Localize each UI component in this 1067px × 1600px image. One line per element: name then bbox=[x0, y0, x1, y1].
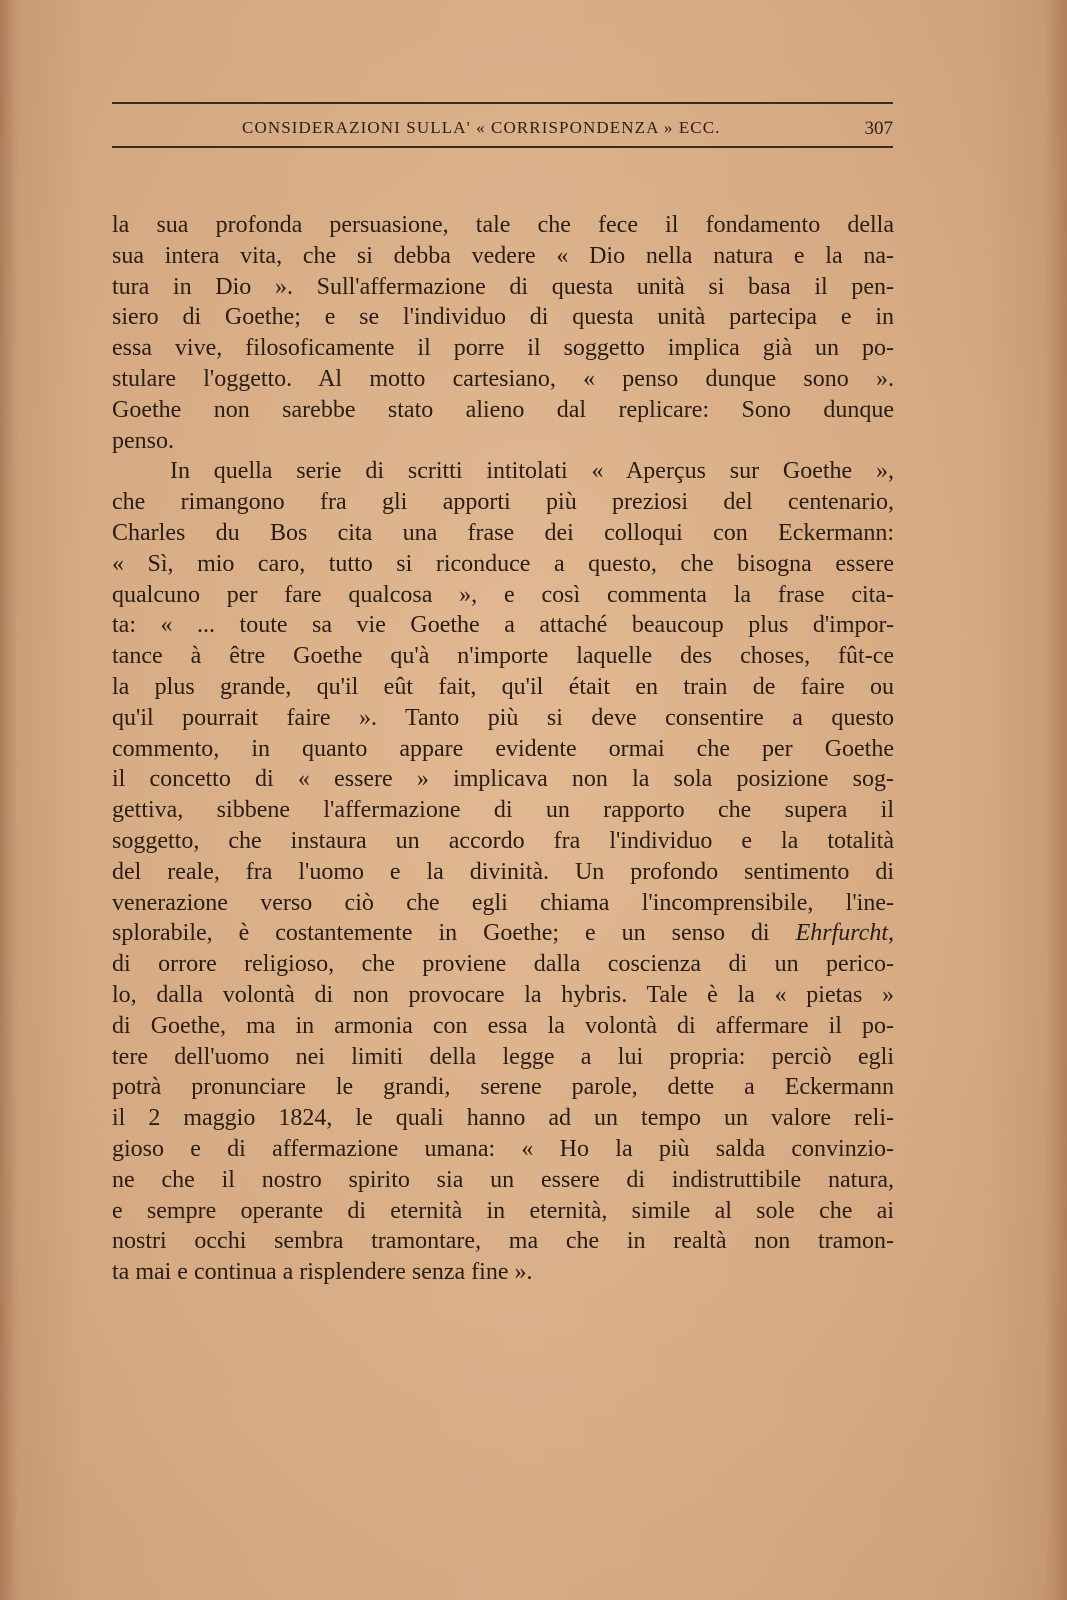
running-head-title: CONSIDERAZIONI SULLA' « CORRISPONDENZA » ECC. bbox=[242, 118, 721, 137]
page-edge-shadow-left bbox=[0, 0, 18, 1600]
text-line: ne che il nostro spirito sia un essere di indistruttibile natura, bbox=[112, 1166, 894, 1193]
paragraph-first-line: In quella serie di scritti intitolati « Aperçus sur Goethe », bbox=[170, 458, 894, 485]
header-rule-bottom bbox=[112, 146, 893, 148]
text-line: lo, dalla volontà di non provocare la hybris. Tale è la « pietas » bbox=[112, 981, 894, 1008]
text-line: la sua profonda persuasione, tale che fece il fondamento della bbox=[112, 212, 894, 238]
text-line: siero di Goethe; e se l'individuo di questa unità partecipa e in bbox=[112, 304, 894, 331]
text-line: che rimangono fra gli apporti più preziosi del centenario, bbox=[112, 489, 894, 516]
text-line: di orrore religioso, che proviene dalla coscienza di un perico- bbox=[112, 951, 894, 978]
body-text bbox=[112, 210, 894, 1288]
text-line: « Sì, mio caro, tutto si riconduce a questo, che bisogna essere bbox=[112, 550, 894, 577]
text-line: il concetto di « essere » implicava non la sola posizione sog- bbox=[112, 766, 894, 793]
header-rule-top bbox=[112, 102, 893, 104]
text-line: del reale, fra l'uomo e la divinità. Un profondo sentimento di bbox=[112, 858, 894, 885]
text-line: essa vive, filosoficamente il porre il soggetto implica già un po- bbox=[112, 335, 894, 362]
text-line-with-emphasis bbox=[112, 918, 894, 949]
text-line: gioso e di affermazione umana: « Ho la più salda convinzio- bbox=[112, 1135, 894, 1162]
text-line: e sempre operante di eternità in eternità, simile al sole che ai bbox=[112, 1197, 894, 1224]
text-line: commento, in quanto appare evidente ormai che per Goethe bbox=[112, 735, 894, 762]
text-line: potrà pronunciare le grandi, serene parole, dette a Eckermann bbox=[112, 1074, 894, 1101]
text-line: soggetto, che instaura un accordo fra l'individuo e la totalità bbox=[112, 827, 894, 854]
text-line: qu'il pourrait faire ». Tanto più si deve consentire a questo bbox=[112, 704, 894, 731]
text-line: di Goethe, ma in armonia con essa la volontà di affermare il po- bbox=[112, 1012, 894, 1039]
text-line: stulare l'oggetto. Al motto cartesiano, « penso dunque sono ». bbox=[112, 365, 894, 392]
text-line: Charles du Bos cita una frase dei colloqui con Eckermann: bbox=[112, 519, 894, 546]
emphasis-word: Ehrfurcht, bbox=[795, 920, 894, 947]
text-line: sua intera vita, che si debba vedere « Dio nella natura e la na- bbox=[112, 242, 894, 269]
text-line: nostri occhi sembra tramontare, ma che in realtà non tramon- bbox=[112, 1228, 894, 1255]
text-line: ta mai e continua a risplendere senza fine ». bbox=[112, 1259, 533, 1286]
text-line: qualcuno per fare qualcosa », e così commenta la frase cita- bbox=[112, 581, 894, 608]
text-line: tura in Dio ». Sull'affermazione di questa unità si basa il pen- bbox=[112, 273, 894, 300]
text-line: Goethe non sarebbe stato alieno dal replicare: Sono dunque bbox=[112, 396, 894, 423]
text-line-start: splorabile, è costantemente in Goethe; e un senso di bbox=[112, 920, 796, 947]
page-edge-shadow-right bbox=[1045, 0, 1067, 1600]
text-line: penso. bbox=[112, 427, 174, 454]
text-line: venerazione verso ciò che egli chiama l'incomprensibile, l'ine- bbox=[112, 889, 894, 916]
text-line: la plus grande, qu'il eût fait, qu'il était en train de faire ou bbox=[112, 673, 894, 700]
text-line: ta: « ... toute sa vie Goethe a attaché beaucoup plus d'impor- bbox=[112, 612, 894, 639]
running-head bbox=[112, 118, 893, 142]
page-number: 307 bbox=[864, 118, 893, 139]
text-line: tance à être Goethe qu'à n'importe laquelle des choses, fût-ce bbox=[112, 643, 894, 670]
text-line: il 2 maggio 1824, le quali hanno ad un tempo un valore reli- bbox=[112, 1105, 894, 1132]
text-line: tere dell'uomo nei limiti della legge a lui propria: perciò egli bbox=[112, 1043, 894, 1070]
text-line: gettiva, sibbene l'affermazione di un rapporto che supera il bbox=[112, 797, 894, 824]
